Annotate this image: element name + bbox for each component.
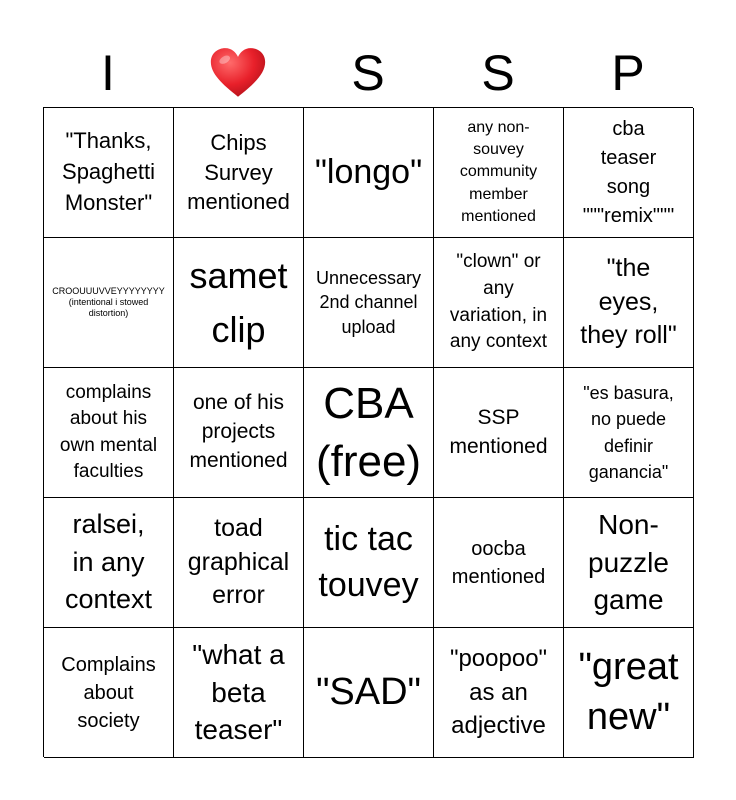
bingo-header — [43, 40, 693, 106]
cell-text: "es basura, no puede definir ganancia" — [583, 383, 674, 482]
bingo-cell[interactable] — [434, 628, 564, 758]
cell-text: "what a beta teaser" — [192, 638, 285, 746]
bingo-cell[interactable] — [434, 108, 564, 238]
bingo-cell[interactable] — [564, 108, 694, 238]
header-letter-p: P — [611, 45, 645, 101]
cell-text: CROOUUUVVEYYYYYYYY (intentional i stowed distortion) — [52, 286, 165, 318]
bingo-cell[interactable] — [304, 628, 434, 758]
bingo-cell[interactable] — [564, 628, 694, 758]
cell-text: samet clip — [189, 254, 288, 350]
cell-text: any non- souvey community member mentioned — [459, 119, 538, 225]
cell-text: SSP mentioned — [449, 405, 548, 458]
bingo-cell[interactable] — [174, 108, 304, 238]
bingo-cell[interactable] — [174, 628, 304, 758]
cell-text: ralsei, in any context — [64, 508, 153, 615]
cell-text: "Thanks, Spaghetti Monster" — [62, 128, 155, 215]
heart-icon — [173, 40, 303, 106]
header-letter-i: I — [101, 45, 115, 101]
cell-text: toad graphical error — [187, 513, 290, 610]
cell-text: Chips Survey mentioned — [187, 129, 290, 215]
bingo-cell[interactable] — [434, 498, 564, 628]
bingo-cell[interactable] — [564, 368, 694, 498]
bingo-cell[interactable] — [174, 238, 304, 368]
bingo-cell[interactable] — [174, 498, 304, 628]
cell-text: complains about his own mental faculties — [59, 382, 158, 482]
cell-text: "the eyes, they roll" — [580, 253, 677, 350]
cell-text: Non- puzzle game — [588, 508, 669, 616]
cell-text: "longo" — [314, 153, 423, 192]
bingo-cell-center[interactable] — [304, 368, 434, 498]
cell-text: oocba mentioned — [451, 537, 546, 588]
cell-text: "poopoo" as an adjective — [449, 645, 548, 740]
bingo-cell[interactable] — [564, 238, 694, 368]
cell-text: cba teaser song """remix""" — [582, 117, 675, 227]
bingo-cell[interactable] — [44, 628, 174, 758]
header-letter-s2: S — [481, 45, 515, 101]
cell-text: "clown" or any variation, in any context — [449, 251, 548, 353]
cell-text: tic tac touvey — [318, 519, 419, 604]
bingo-cell[interactable] — [434, 238, 564, 368]
cell-text: CBA (free) — [315, 379, 422, 486]
bingo-cell[interactable] — [44, 498, 174, 628]
bingo-cell[interactable] — [304, 108, 434, 238]
cell-text: "SAD" — [315, 670, 422, 713]
bingo-cell[interactable] — [304, 238, 434, 368]
header-letter-s1: S — [351, 45, 385, 101]
cell-text: Unnecessary 2nd channel upload — [315, 268, 422, 337]
bingo-cell[interactable] — [304, 498, 434, 628]
bingo-cell[interactable] — [434, 368, 564, 498]
cell-text: one of his projects mentioned — [189, 391, 288, 472]
cell-text: Complains about society — [61, 653, 156, 732]
cell-text: "great new" — [578, 646, 679, 738]
bingo-cell[interactable] — [174, 368, 304, 498]
bingo-cell[interactable] — [44, 238, 174, 368]
bingo-cell[interactable] — [44, 108, 174, 238]
bingo-cell[interactable] — [564, 498, 694, 628]
bingo-board — [43, 107, 693, 757]
bingo-cell[interactable] — [44, 368, 174, 498]
